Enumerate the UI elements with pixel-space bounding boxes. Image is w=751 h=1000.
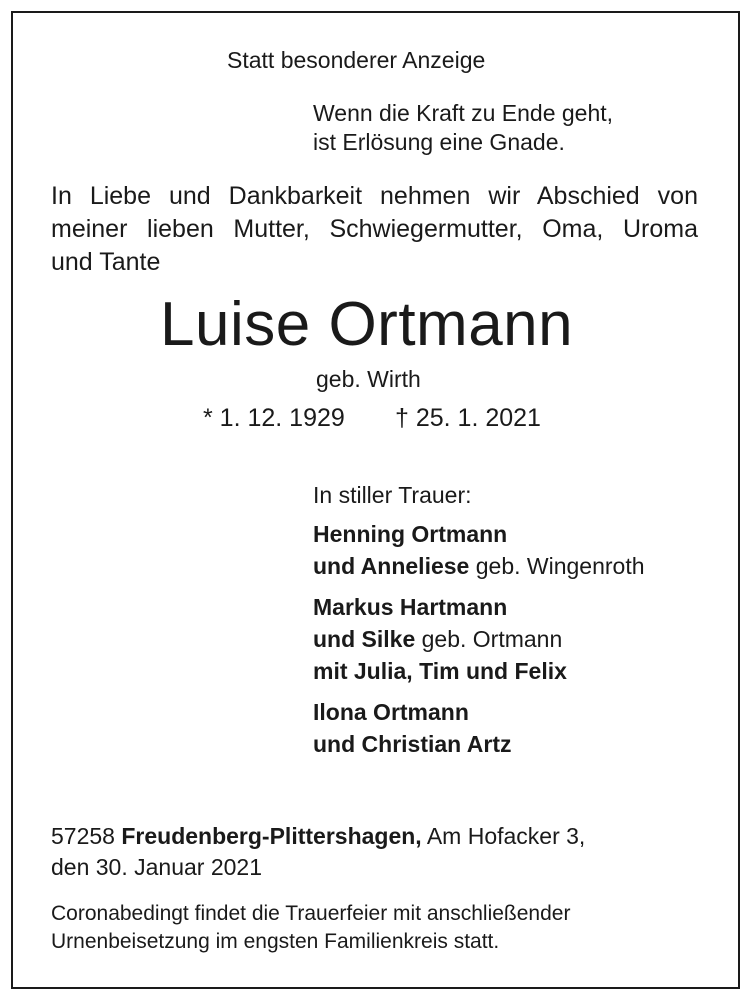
motto-line-1: Wenn die Kraft zu Ende geht,	[313, 100, 614, 126]
address-date: den 30. Januar 2021	[51, 854, 263, 880]
mourners-heading: In stiller Trauer:	[313, 482, 472, 508]
address-line	[51, 821, 585, 851]
mourner-1-partner-maiden: geb. Wingenroth	[469, 553, 645, 579]
address-town: Freudenberg-Plittershagen,	[121, 823, 422, 849]
death-date: † 25. 1. 2021	[395, 404, 541, 432]
address-postcode: 57258	[51, 823, 115, 849]
address-street: Am Hofacker 3,	[426, 823, 586, 849]
mourner-1-partner-name: und Anneliese	[313, 553, 470, 579]
footer-line-1: Coronabedingt findet die Trauerfeier mit anschließender	[51, 902, 571, 925]
birth-date: * 1. 12. 1929	[203, 404, 345, 432]
intro-line-2: meiner lieben Mutter, Schwiegermutter, Oma, Uroma	[51, 215, 698, 243]
mourner-2-name: Markus Hartmann	[313, 594, 508, 620]
mourner-1-partner	[313, 551, 645, 581]
mourner-3-partner: und Christian Artz	[313, 731, 512, 757]
motto-line-2: ist Erlösung eine Gnade.	[313, 129, 565, 155]
mourner-2-partner	[313, 624, 562, 654]
mourner-2-partner-maiden: geb. Ortmann	[415, 626, 563, 652]
intro-line-3: und Tante	[51, 248, 161, 276]
intro-line-1: In Liebe und Dankbarkeit nehmen wir Abschied von	[51, 182, 698, 210]
mourner-1-name: Henning Ortmann	[313, 521, 508, 547]
mourner-3-name: Ilona Ortmann	[313, 699, 469, 725]
deceased-name: Luise Ortmann	[160, 290, 574, 359]
footer-line-2: Urnenbeisetzung im engsten Familienkreis statt.	[51, 930, 500, 953]
maiden-name: geb. Wirth	[316, 366, 421, 392]
mourner-2-children: mit Julia, Tim und Felix	[313, 658, 567, 684]
mourner-2-partner-name: und Silke	[313, 626, 416, 652]
announcement-heading: Statt besonderer Anzeige	[227, 47, 486, 73]
